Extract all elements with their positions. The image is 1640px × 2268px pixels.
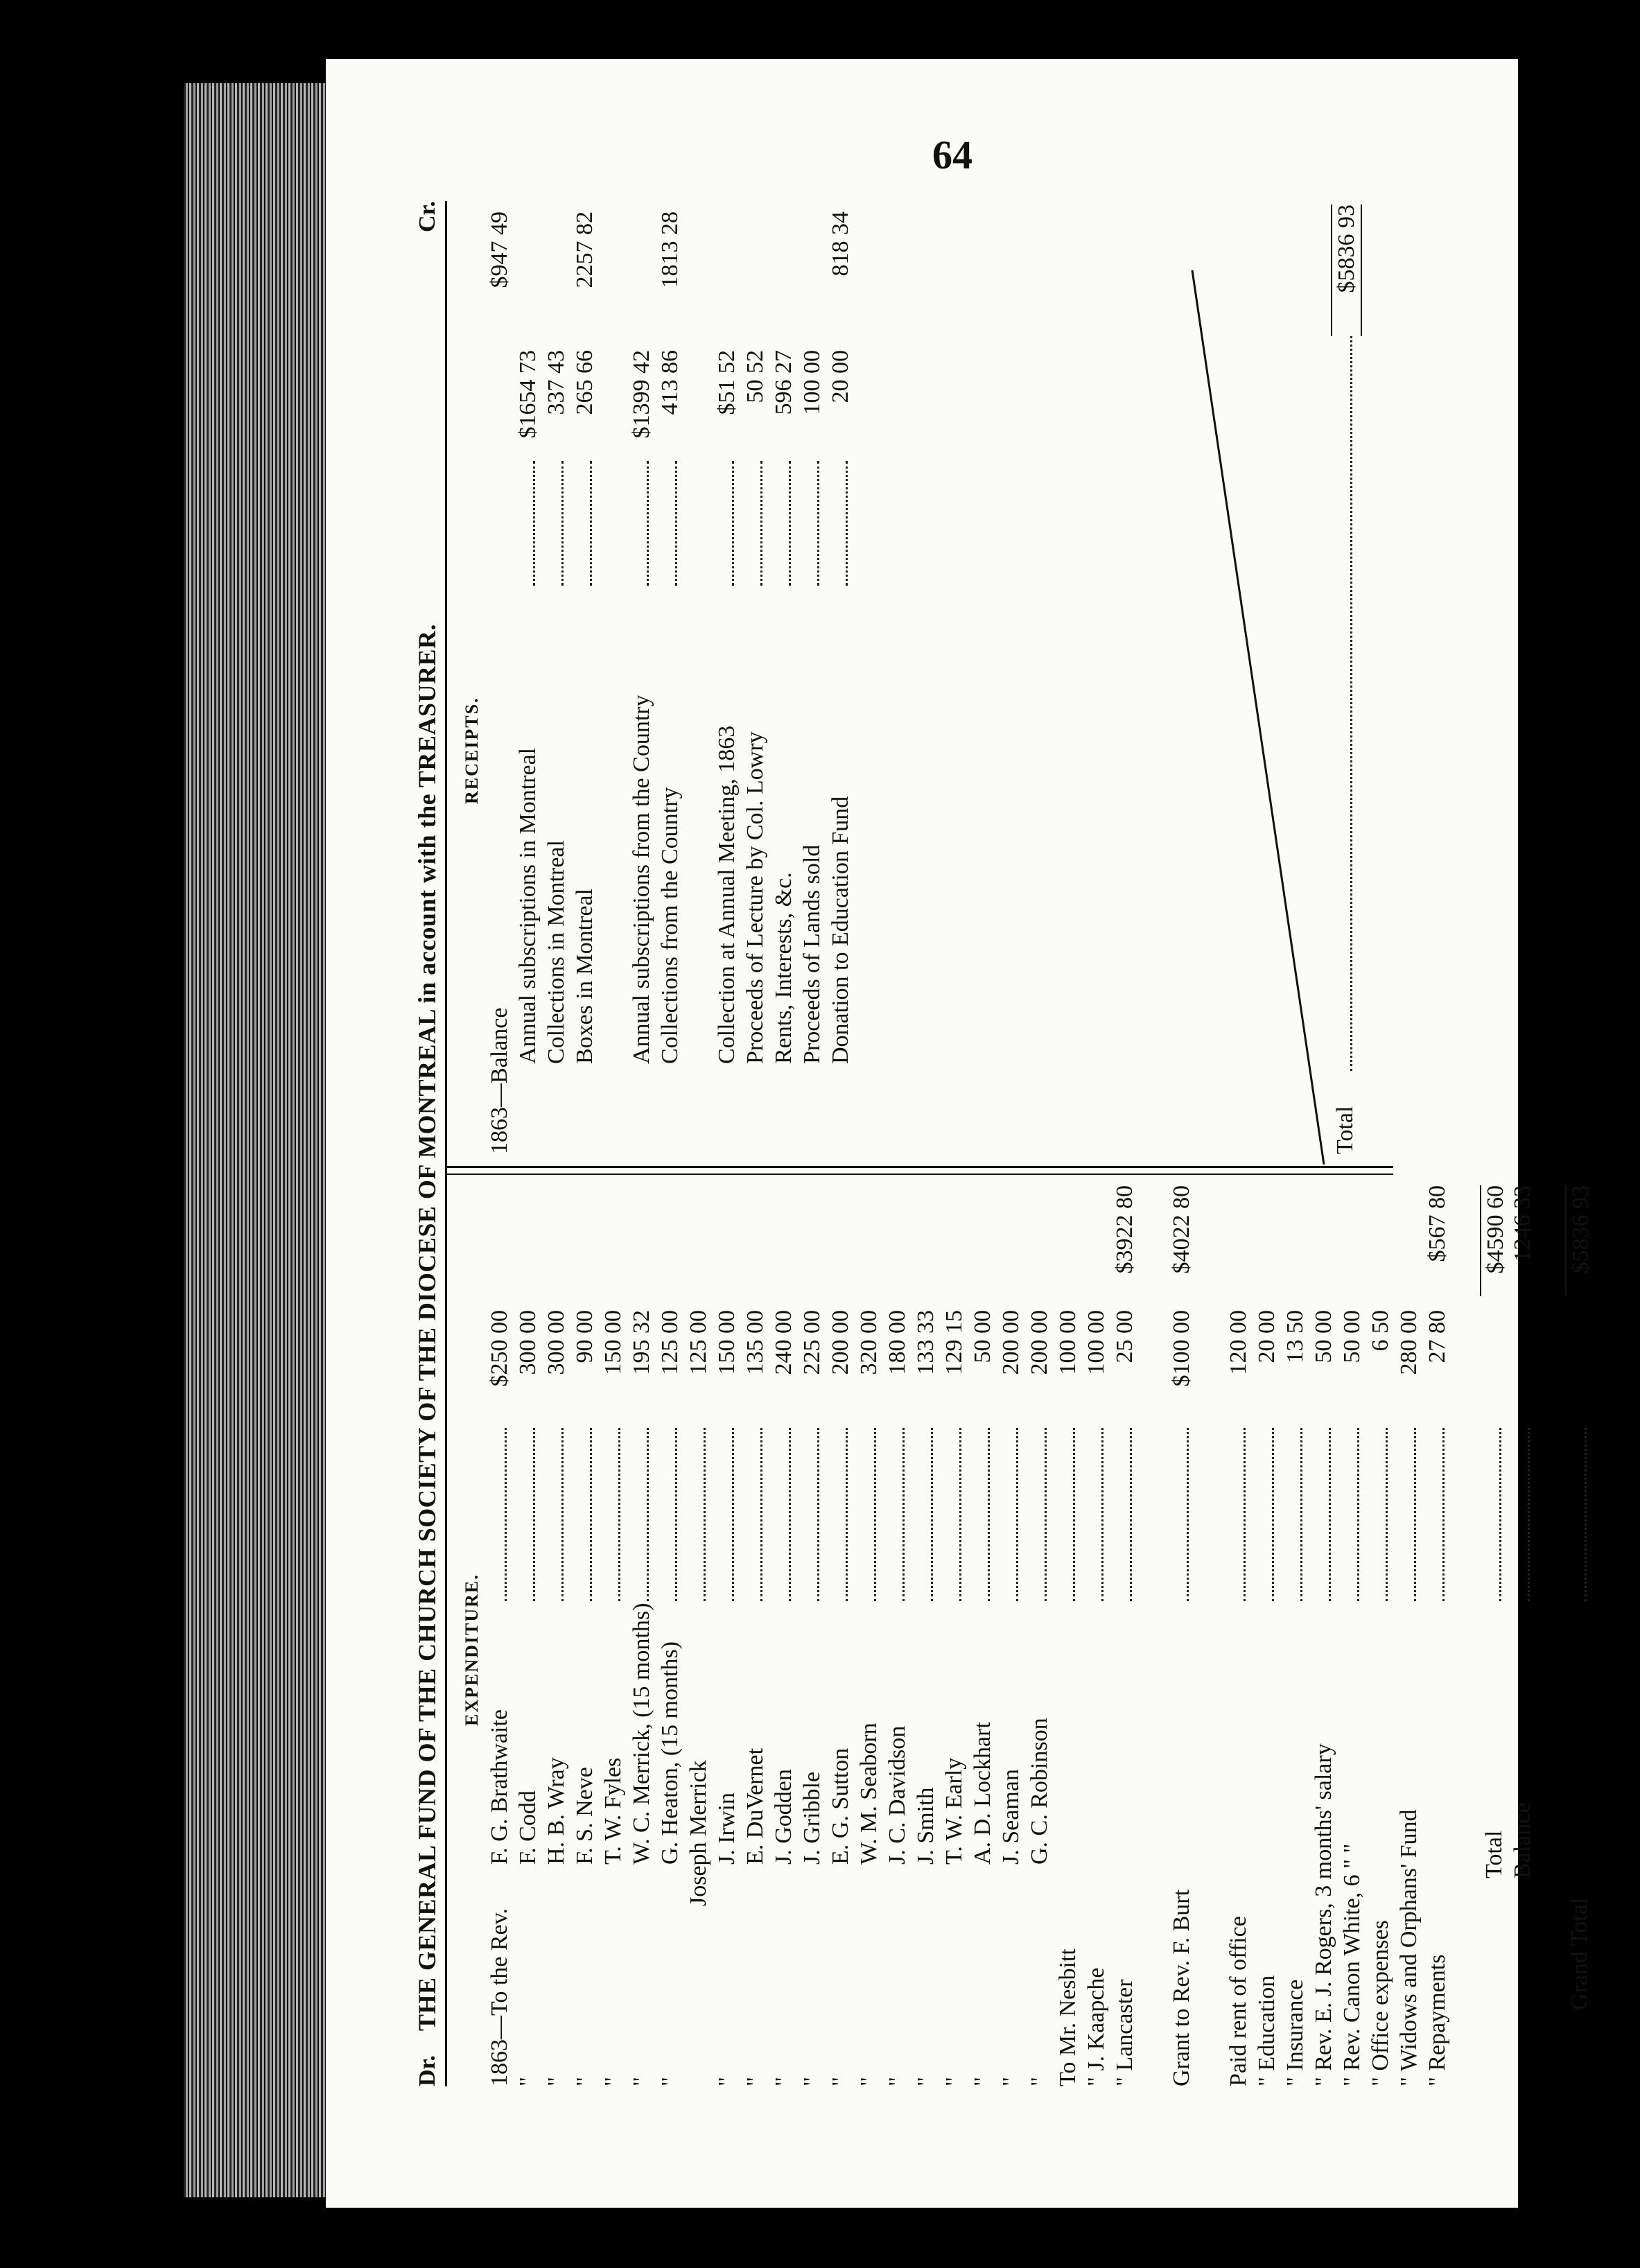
- row-label: Annual subscriptions in Montreal: [515, 747, 541, 1064]
- row-subtotal: 818 34: [828, 211, 853, 277]
- row-label: E. DuVernet: [742, 1747, 768, 1865]
- row-label: Annual subscriptions from the Country: [629, 695, 654, 1064]
- row-subtotal: 1246 33: [1510, 1185, 1535, 1262]
- row-amount: 135 00: [742, 1310, 768, 1375]
- row-prefix: " Education: [1254, 1975, 1280, 2086]
- row-prefix: ": [998, 2077, 1024, 2086]
- row-prefix: " Insurance: [1282, 1979, 1308, 2086]
- row-subtotal: $4590 60: [1480, 1185, 1510, 1296]
- row-label: Proceeds of Lands sold: [799, 844, 825, 1064]
- expenditure-row: [1451, 1178, 1480, 2086]
- row-amount: 20 00: [828, 350, 853, 403]
- row-amount: 300 00: [515, 1310, 541, 1375]
- row-label: E. G. Sutton: [828, 1747, 853, 1865]
- row-amount: 200 00: [998, 1310, 1024, 1375]
- row-label: Balance: [1510, 1802, 1535, 1878]
- row-label: W. C. Merrick, (15 months): [629, 1603, 654, 1865]
- row-prefix: ": [828, 2077, 853, 2086]
- leader-dots: [1395, 1428, 1416, 1601]
- row-prefix: " Lancaster: [1112, 1979, 1137, 2086]
- row-amount: 337 43: [543, 350, 569, 415]
- row-prefix: ": [600, 2077, 626, 2086]
- row-label: G. Heaton, (15 months): [657, 1641, 683, 1865]
- row-amount: 50 00: [970, 1310, 995, 1363]
- row-amount: 413 86: [657, 350, 683, 415]
- row-amount: 200 00: [828, 1310, 853, 1375]
- row-label: Donation to Education Fund: [828, 796, 853, 1064]
- receipts-total-value: $5836 93: [1331, 204, 1362, 336]
- row-amount: 125 00: [657, 1310, 683, 1375]
- expenditure-row: [1565, 1178, 1594, 2086]
- row-amount: 195 32: [629, 1310, 654, 1375]
- row-prefix: " Rev. Canon White, 6 " ": [1339, 1843, 1365, 2086]
- expenditure-row: [1480, 1178, 1508, 2086]
- expenditure-row: [1508, 1178, 1537, 2086]
- leader-dots: [1508, 1428, 1530, 1601]
- row-amount: 100 00: [1055, 1310, 1081, 1375]
- row-label: J. C. Davidson: [884, 1725, 910, 1865]
- receipts-heading: RECEIPTS.: [462, 697, 482, 804]
- row-amount: 100 00: [1083, 1310, 1109, 1375]
- row-label: Rents, Interests, &c.: [771, 872, 796, 1064]
- row-prefix: ": [742, 2077, 768, 2086]
- row-label: Collections from the Country: [657, 787, 683, 1064]
- row-label: Total: [1481, 1830, 1507, 1878]
- row-prefix: " Repayments: [1424, 1954, 1450, 2086]
- row-label: G. C. Robinson: [1027, 1718, 1052, 1865]
- row-prefix: ": [1027, 2077, 1052, 2086]
- cancel-line: [409, 201, 1393, 2086]
- row-amount: 240 00: [771, 1310, 796, 1375]
- row-label: J. Godden: [771, 1769, 796, 1865]
- row-label: Collections in Montreal: [543, 840, 569, 1064]
- debit-label: Dr.: [415, 2055, 440, 2086]
- row-label: F. G. Brathwaite: [487, 1709, 512, 1865]
- row-amount: 129 15: [941, 1310, 967, 1375]
- leader-dots: [1480, 1428, 1501, 1601]
- row-amount: 133 33: [913, 1310, 939, 1375]
- row-amount: 27 80: [1424, 1310, 1450, 1363]
- row-amount: 20 00: [1254, 1310, 1280, 1363]
- row-prefix: Grant to Rev. F. Burt: [1169, 1889, 1194, 2086]
- row-label: 1863—Balance: [487, 1007, 512, 1154]
- row-label: H. B. Wray: [543, 1757, 569, 1865]
- row-label: J. Gribble: [799, 1771, 825, 1865]
- row-prefix: ": [714, 2077, 740, 2086]
- row-prefix: ": [515, 2077, 541, 2086]
- row-subtotal: $567 80: [1424, 1185, 1450, 1262]
- row-amount: 120 00: [1225, 1310, 1251, 1375]
- row-label: T. W. Early: [941, 1757, 967, 1865]
- row-subtotal: $947 49: [487, 211, 512, 288]
- row-prefix: Paid rent of office: [1225, 1916, 1251, 2086]
- row-label: Grand Total: [1567, 1897, 1592, 2010]
- row-prefix: 1863—To the Rev.: [487, 1908, 512, 2086]
- row-label: A. D. Lockhart: [970, 1722, 995, 1865]
- ledger-table: [409, 201, 1594, 2086]
- row-amount: 125 00: [686, 1310, 711, 1375]
- leader-dots: [1565, 1428, 1587, 1601]
- row-label: J. Irwin: [714, 1792, 740, 1865]
- leader-dots: [1423, 1428, 1445, 1601]
- row-prefix: ": [941, 2077, 967, 2086]
- row-prefix: ": [572, 2077, 597, 2086]
- row-amount: $250 00: [487, 1310, 512, 1387]
- row-prefix: ": [771, 2077, 796, 2086]
- row-amount: 25 00: [1112, 1310, 1137, 1363]
- expenditure-heading: EXPENDITURE.: [462, 1573, 482, 1726]
- row-amount: 300 00: [543, 1310, 569, 1375]
- row-label: W. M. Seaborn: [856, 1722, 882, 1865]
- row-amount: 50 00: [1339, 1310, 1365, 1363]
- ledger-title: THE GENERAL FUND OF THE CHURCH SOCIETY OF THE DIOCESE OF MONTREAL in account with the TREASURER.: [413, 624, 441, 2031]
- row-prefix: ": [856, 2077, 882, 2086]
- row-prefix: ": [657, 2077, 683, 2086]
- row-prefix: " Rev. E. J. Rogers, 3 months' salary: [1311, 1743, 1336, 2086]
- row-amount: 150 00: [600, 1310, 626, 1375]
- row-amount: 6 50: [1368, 1310, 1393, 1352]
- row-label: Proceeds of Lecture by Col. Lowry: [742, 731, 768, 1064]
- row-amount: 180 00: [884, 1310, 910, 1375]
- row-prefix: ": [913, 2077, 939, 2086]
- row-label: J. Seaman: [998, 1769, 1024, 1865]
- page-number: 64: [932, 132, 972, 177]
- row-subtotal: 2257 82: [572, 211, 597, 288]
- row-amount: 150 00: [714, 1310, 740, 1375]
- row-amount: $1399 42: [629, 350, 654, 439]
- book-page-edge: [184, 83, 326, 2197]
- row-amount: $1654 73: [515, 350, 541, 439]
- receipts-total-label: Total: [1332, 1106, 1358, 1154]
- row-amount: 280 00: [1396, 1310, 1422, 1375]
- row-prefix: ": [543, 2077, 569, 2086]
- expenditure-row: [1423, 1178, 1451, 2086]
- row-prefix: " J. Kaapche: [1083, 1967, 1109, 2086]
- row-subtotal: $5836 93: [1565, 1185, 1595, 1296]
- row-label: J. Smith: [913, 1787, 939, 1865]
- expenditure-row: [1395, 1178, 1423, 2086]
- row-label: Joseph Merrick: [686, 1760, 711, 1906]
- row-label: F. S. Neve: [572, 1767, 597, 1865]
- row-prefix: ": [970, 2077, 995, 2086]
- row-amount: 265 66: [572, 350, 597, 415]
- row-label: T. W. Fyles: [600, 1757, 626, 1865]
- row-amount: 225 00: [799, 1310, 825, 1375]
- row-amount: 320 00: [856, 1310, 882, 1375]
- row-amount: $100 00: [1169, 1310, 1194, 1387]
- row-label: Boxes in Montreal: [572, 888, 597, 1064]
- row-prefix: " Widows and Orphans' Fund: [1396, 1809, 1422, 2086]
- row-prefix: ": [799, 2077, 825, 2086]
- row-label: Collection at Annual Meeting, 1863: [714, 725, 740, 1064]
- row-label: F. Codd: [515, 1790, 541, 1865]
- row-amount: 13 50: [1282, 1310, 1308, 1363]
- row-subtotal: 1813 28: [657, 211, 683, 288]
- credit-label: Cr.: [415, 201, 440, 233]
- row-prefix: ": [884, 2077, 910, 2086]
- expenditure-row: [1537, 1178, 1565, 2086]
- row-amount: 200 00: [1027, 1310, 1052, 1375]
- row-prefix: ": [629, 2077, 654, 2086]
- row-subtotal: $3922 80: [1112, 1185, 1137, 1274]
- row-amount: 90 00: [572, 1310, 597, 1363]
- row-amount: 596 27: [771, 350, 796, 415]
- row-amount: 50 52: [742, 350, 768, 403]
- row-prefix: To Mr. Nesbitt: [1055, 1948, 1081, 2086]
- row-subtotal: $4022 80: [1169, 1185, 1194, 1274]
- row-amount: 100 00: [799, 350, 825, 415]
- row-amount: $51 52: [714, 350, 740, 415]
- row-prefix: " Office expenses: [1368, 1920, 1393, 2086]
- row-amount: 50 00: [1311, 1310, 1336, 1363]
